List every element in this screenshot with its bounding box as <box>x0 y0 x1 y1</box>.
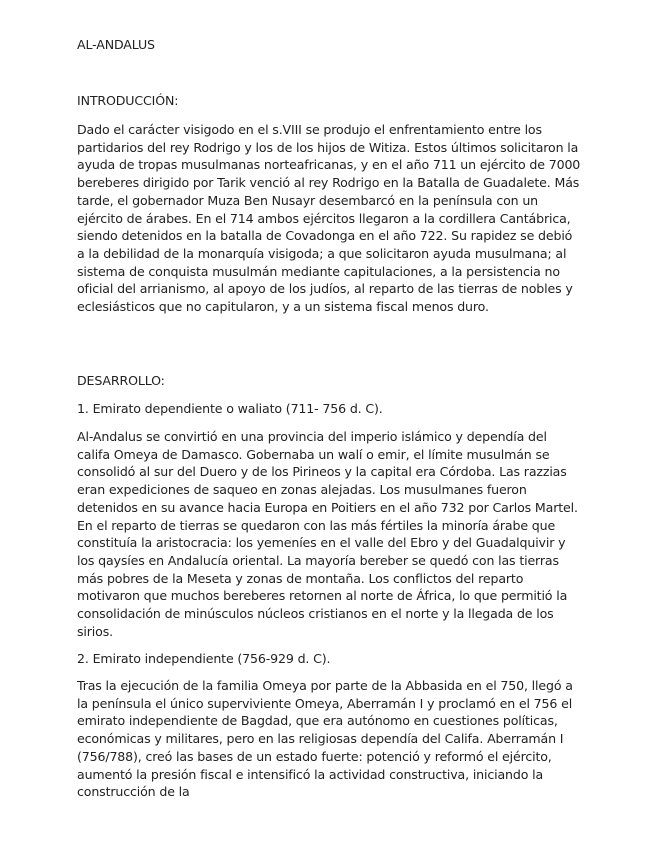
section-title-emirato-dependiente: 1. Emirato dependiente o waliato (711- 756 d. C). <box>77 401 383 416</box>
section-paragraph-emirato-dependiente: Al-Andalus se convirtió en una provincia del imperio islámico y dependía del califa Omeya de Damasco. Gobernaba un walí o emir, el límite musulmán se consolidó al sur del Duero y de los Pirineos y la capital era Córdoba. Las razzias eran expediciones de saqueo en zonas alejadas. Los musulmanes fueron detenidos en su avance hacia Europa en Poitiers en el año 732 por Carlos Martel. En el reparto de tierras se quedaron con las más fértiles la minoría árabe que constituía la aristocracia: los yemeníes en el valle del Ebro y del Guadalquivir y los qaysíes en Andalucía oriental. La mayoría bereber se quedó con las tierras más pobres de la Meseta y zonas de montaña. Los conflictos del reparto motivaron que muchos bereberes retornen al norte de África, lo que permitió la consolidación de minúsculos núcleos cristianos en el norte y la llegada de los sirios. <box>77 429 578 639</box>
development-heading: DESARROLLO: <box>77 373 165 388</box>
section-title-emirato-independiente: 2. Emirato independiente (756-929 d. C). <box>77 651 331 666</box>
introduction-paragraph: Dado el carácter visigodo en el s.VIII se produjo el enfrentamiento entre los partidarios del rey Rodrigo y los de los hijos de Witiza. Estos últimos solicitaron la ayuda de tropas musulmanas norteafricanas, y en el año 711 un ejército de 7000 bereberes dirigido por Tarik venció al rey Rodrigo en la Batalla de Guadalete. Más tarde, el gobernador Muza Ben Nusayr desembarcó en la península con un ejército de árabes. En el 714 ambos ejércitos llegaron a la cordillera Cantábrica, siendo detenidos en la batalla de Covadonga en el año 722. Su rapidez se debió a la debilidad de la monarquía visigoda; a que solicitaron ayuda musulmana; al sistema de conquista musulmán mediante capitulaciones, a la persistencia no oficial del arrianismo, al apoyo de los judíos, al reparto de las tierras de nobles y eclesiásticos que no capitularon, y a un sistema fiscal menos duro. <box>77 122 581 315</box>
document-title: AL-ANDALUS <box>77 37 155 52</box>
introduction-heading: INTRODUCCIÓN: <box>77 93 179 108</box>
section-paragraph-emirato-independiente: Tras la ejecución de la familia Omeya por parte de la Abbasida en el 750, llegó a la península el único superviviente Omeya, Aberramán I y proclamó en el 756 el emirato independiente de Bagdad, que era autónomo en cuestiones políticas, económicas y militares, pero en las religiosas dependía del Califa. Aberramán I (756/788), creó las bases de un estado fuerte: potenció y reformó el ejército, aumentó la presión fiscal e intensificó la actividad constructiva, iniciando la construcción de la <box>77 678 573 800</box>
